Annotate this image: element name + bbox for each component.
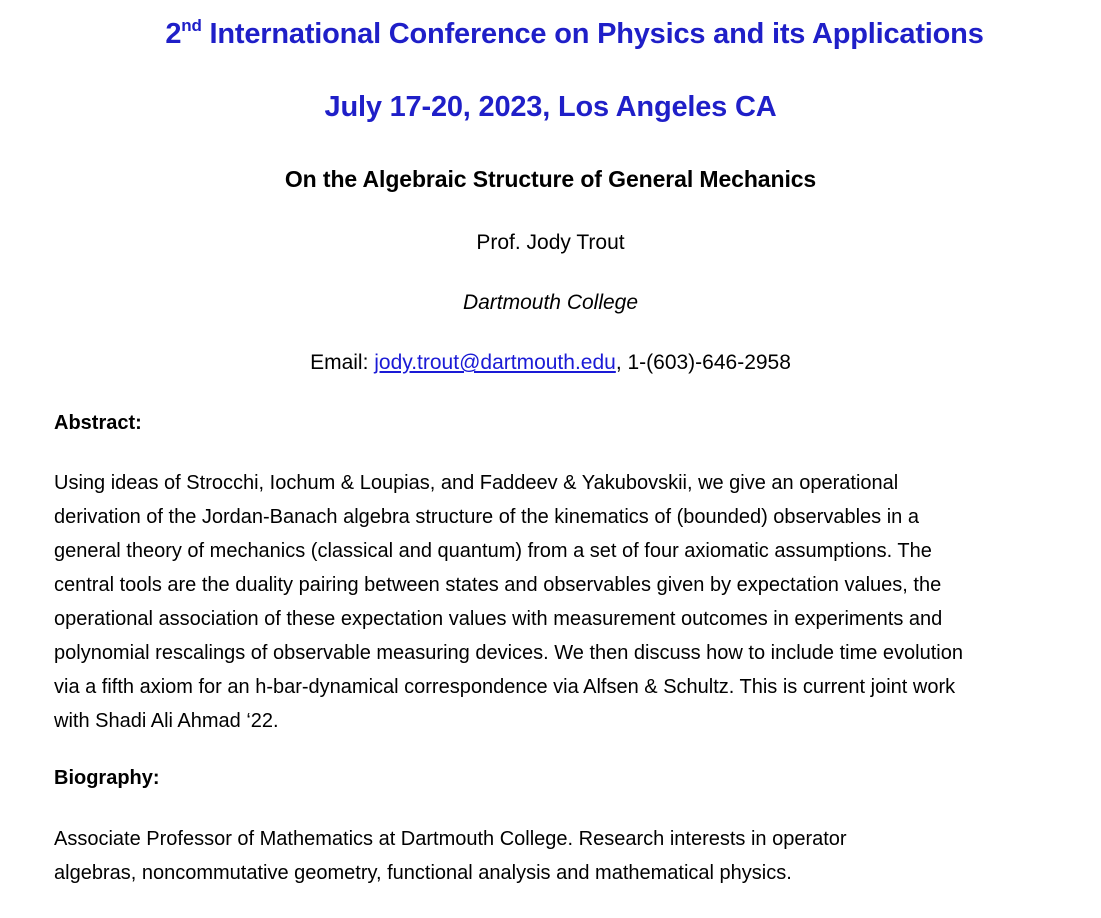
email-label: Email: (310, 351, 375, 374)
conference-title (24, 18, 1101, 51)
abstract-line: general theory of mechanics (classical and quantum) from a set of four axiomatic assumptions. The (54, 540, 932, 562)
abstract-line: derivation of the Jordan-Banach algebra structure of the kinematics of (bounded) observables in a (54, 506, 919, 528)
abstract-line: via a fifth axiom for an h-bar-dynamical correspondence via Alfsen & Schultz. This is current joint work (54, 676, 956, 698)
abstract-line: central tools are the duality pairing between states and observables given by expectation values, the (54, 574, 942, 596)
speaker-name: Prof. Jody Trout (476, 231, 625, 254)
biography-line: algebras, noncommutative geometry, functional analysis and mathematical physics. (54, 862, 792, 884)
speaker-contact (0, 351, 1101, 375)
abstract-heading: Abstract: (54, 412, 142, 434)
biography-heading: Biography: (54, 767, 160, 789)
biography-line: Associate Professor of Mathematics at Dartmouth College. Research interests in operator (54, 828, 847, 850)
phone-number: , 1-(603)-646-2958 (615, 351, 791, 374)
abstract-line: polynomial rescalings of observable measuring devices. We then discuss how to include time evolution (54, 642, 963, 664)
email-link[interactable]: jody.trout@dartmouth.edu (374, 351, 616, 374)
abstract-line: Using ideas of Strocchi, Iochum & Loupias, and Faddeev & Yakubovskii, we give an operational (54, 472, 899, 494)
conference-ordinal-suffix: nd (181, 16, 202, 35)
speaker-affiliation: Dartmouth College (462, 291, 639, 314)
conference-ordinal-number: 2 (165, 18, 182, 50)
conference-date-location: July 17-20, 2023, Los Angeles CA (324, 91, 777, 123)
abstract-body (54, 466, 1094, 738)
talk-title: On the Algebraic Structure of General Mechanics (284, 166, 817, 192)
abstract-line: operational association of these expectation values with measurement outcomes in experiments and (54, 608, 943, 630)
abstract-line: with Shadi Ali Ahmad ‘22. (54, 710, 279, 732)
biography-body (54, 822, 1094, 890)
conference-title-text: International Conference on Physics and its Applications (201, 18, 984, 50)
